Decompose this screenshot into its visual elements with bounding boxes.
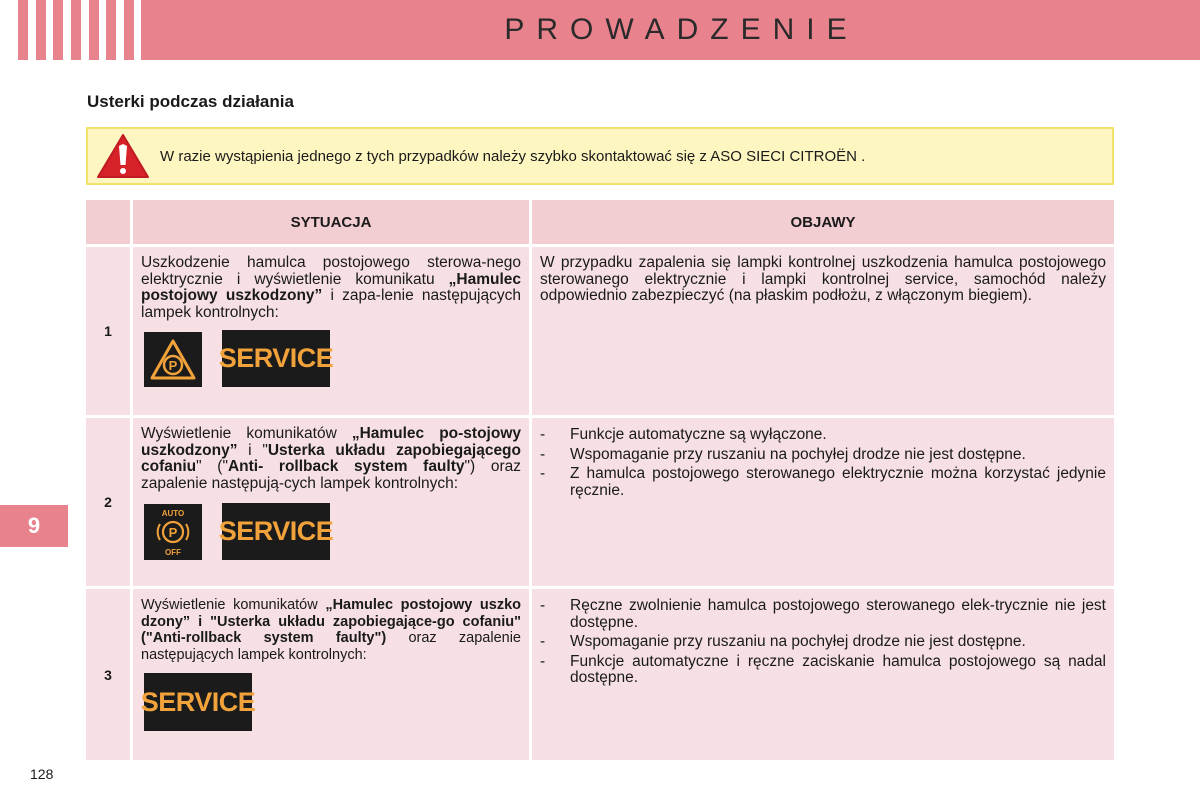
list-item: - Funkcje automatyczne i ręczne zaciskanie hamulca postojowego są nadal dostępne. (540, 652, 1106, 686)
column-header-situation: SYTUACJA (133, 200, 529, 244)
list-dash: - (540, 465, 546, 482)
svg-text:P: P (168, 357, 178, 373)
situation-text: Uszkodzenie hamulca postojowego sterowa-nego elektrycznie i wyświetlenie komunikatu „Hamulec postojowy uszkodzony” i zapa-lenie następujących lampek kontrolnych: (141, 254, 521, 321)
chapter-tab: 9 (0, 505, 68, 547)
page-title: PROWADZENIE (504, 13, 859, 46)
row-number-1: 1 (86, 247, 130, 415)
list-item: - Wspomaganie przy ruszaniu na pochyłej drodze nie jest dostępne. (540, 633, 1026, 650)
symptom-text: W przypadku zapalenia się lampki kontrolnej uszkodzenia hamulca postojowego sterowanego elektrycznie i lampki kontrolnej service, samochód należy odpowiednio zabezpieczyć (na płaskim podłożu, z włączonym biegiem). (540, 254, 1106, 304)
situation-text: Wyświetlenie komunikatów „Hamulec postojowy uszko dzony” i "Usterka układu zapobiegające-go cofaniu" ("Anti-rollback system faulty") oraz zapalenie następujących lampek kontrolnych: (141, 597, 521, 663)
parking-brake-warning-icon (144, 332, 202, 387)
header-stripe (141, 0, 151, 60)
symptoms-cell-1 (532, 247, 1114, 415)
situation-cell-1 (133, 247, 529, 415)
section-title: Usterki podczas działania (87, 92, 294, 111)
symptoms-cell-2 (532, 418, 1114, 586)
header-stripe (106, 0, 116, 60)
off-label: OFF (165, 548, 181, 557)
row-number-3: 3 (86, 589, 130, 760)
column-header-symptoms: OBJAWY (532, 200, 1114, 244)
list-item: - Funkcje automatyczne są wyłączone. (540, 426, 827, 443)
service-lamp: SERVICE (222, 330, 330, 387)
auto-label: AUTO (161, 509, 185, 518)
header-stripe (89, 0, 99, 60)
list-dash: - (540, 426, 546, 443)
row-number-2: 2 (86, 418, 130, 586)
symptoms-cell-3 (532, 589, 1114, 760)
header-stripe (53, 0, 63, 60)
list-item: - Wspomaganie przy ruszaniu na pochyłej drodze nie jest dostępne. (540, 445, 1026, 463)
list-dash: - (540, 633, 546, 650)
situation-text: Wyświetlenie komunikatów „Hamulec po-stojowy uszkodzony” i "Usterka układu zapobiegającego cofaniu" ("Anti- rollback system faulty") oraz zapalenie następują-cych lampek kontrolnych: (141, 425, 521, 492)
situation-cell-3 (133, 589, 529, 760)
header-stripe (124, 0, 134, 60)
warning-text: W razie wystąpienia jednego z tych przypadków należy szybko skontaktować się z ASO SIECI CITROËN . (160, 147, 866, 165)
symptom-list (540, 598, 1106, 690)
list-dash: - (540, 652, 546, 670)
warning-box (86, 127, 1114, 185)
service-lamp: SERVICE (144, 673, 252, 731)
header-bar (151, 0, 1200, 60)
auto-parking-brake-off-icon (144, 504, 202, 560)
header-stripe (71, 0, 81, 60)
situation-cell-2 (133, 418, 529, 586)
list-item: - Ręczne zwolnienie hamulca postojowego sterowanego elek-trycznie nie jest dostępne. (540, 597, 1106, 631)
symptom-list (540, 427, 1106, 502)
header-stripe (18, 0, 28, 60)
warning-triangle-icon (96, 132, 150, 180)
svg-text:P: P (168, 525, 178, 540)
page-number: 128 (30, 766, 54, 782)
list-dash: - (540, 597, 546, 614)
list-item: - Z hamulca postojowego sterowanego elektrycznie można korzystać jedynie ręcznie. (540, 465, 1106, 499)
header-stripe (36, 0, 46, 60)
table-corner-cell (86, 200, 130, 244)
list-dash: - (540, 445, 546, 463)
service-lamp: SERVICE (222, 503, 330, 560)
